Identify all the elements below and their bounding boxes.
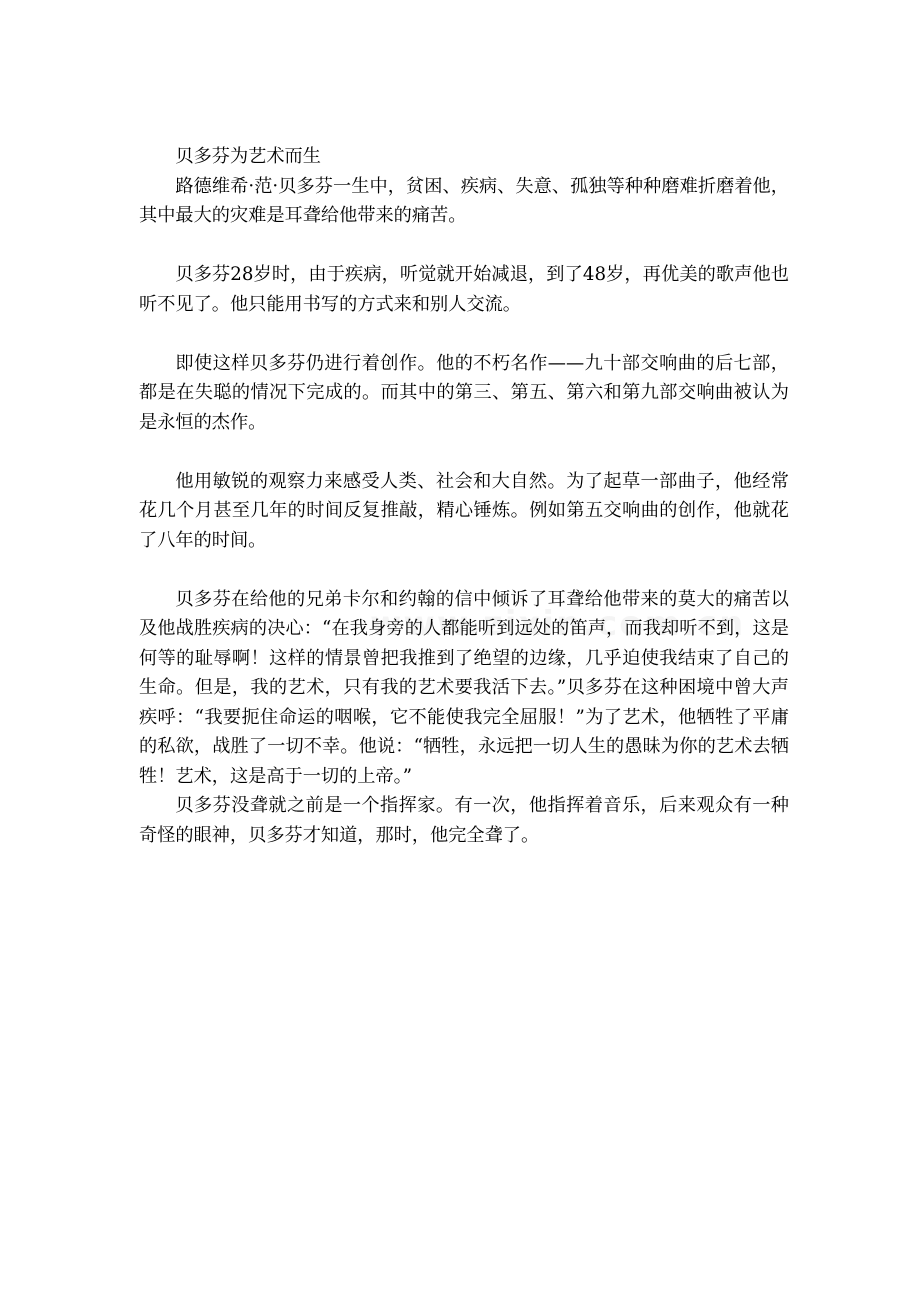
paragraph-3: 即使这样贝多芬仍进行着创作。他的不朽名作——九十部交响曲的后七部，都是在失聪的情况下完成的。而其中的第三、第五、第六和第九部交响曲被认为是永恒的杰作。 [139, 352, 789, 433]
document-body [139, 142, 789, 850]
paragraph-6: 贝多芬没聋就之前是一个指挥家。有一次，他指挥着音乐，后来观众有一种奇怪的眼神，贝多芬才知道，那时，他完全聋了。 [139, 795, 789, 846]
paragraph-5: 贝多芬在给他的兄弟卡尔和约翰的信中倾诉了耳聋给他带来的莫大的痛苦以及他战胜疾病的决心：“在我身旁的人都能听到远处的笛声，而我却听不到，这是何等的耻辱啊！这样的情景曾把我推到了绝望的边缘，几乎迫使我结束了自己的生命。但是，我的艺术，只有我的艺术要我活下去。”贝多芬在这种困境中曾大声疾呼：“我要扼住命运的咽喉，它不能使我完全屈服！”为了艺术，他牺牲了平庸的私欲，战胜了一切不幸。他说：“牺牲，永远把一切人生的愚昧为你的艺术去牺牲！艺术，这是高于一切的上帝。” [139, 588, 789, 787]
paragraph-2: 贝多芬28岁时，由于疾病，听觉就开始减退，到了48岁，再优美的歌声他也听不见了。他只能用书写的方式来和别人交流。 [139, 264, 789, 315]
paragraph-1: 路德维希·范·贝多芬一生中，贫困、疾病、失意、孤独等种种磨难折磨着他，其中最大的灾难是耳聋给他带来的痛苦。 [139, 175, 789, 226]
paragraph-spacer [139, 555, 789, 585]
paragraph-4: 他用敏锐的观察力来感受人类、社会和大自然。为了起草一部曲子，他经常花几个月甚至几年的时间反复推敲，精心锤炼。例如第五交响曲的创作，他就花了八年的时间。 [139, 470, 789, 551]
document-title: 贝多芬为艺术而生 [175, 146, 321, 167]
paragraph-spacer [139, 231, 789, 261]
paragraph-spacer [139, 437, 789, 467]
paragraph-spacer [139, 319, 789, 349]
